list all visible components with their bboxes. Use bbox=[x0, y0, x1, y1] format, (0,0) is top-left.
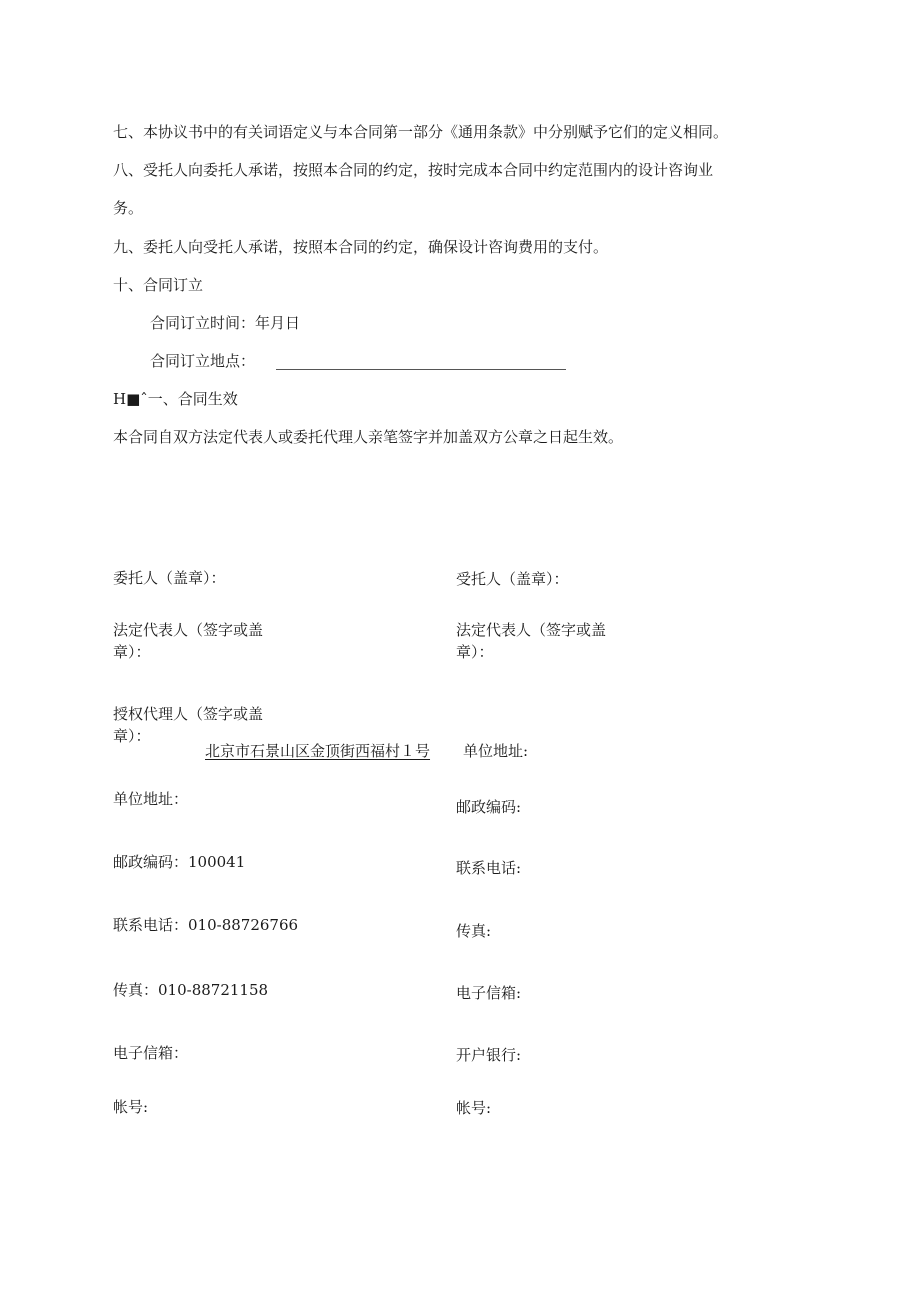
client-address-value: 北京市石景山区金顶街西福村１号 bbox=[205, 742, 431, 760]
contractor-address-label: 单位地址: bbox=[463, 742, 529, 760]
client-agent-line-1: 授权代理人（签字或盖 bbox=[113, 705, 264, 723]
signing-time: 合同订立时间：年月日 bbox=[150, 314, 301, 332]
contractor-bank: 开户银行: bbox=[456, 1046, 522, 1064]
client-fax: 传真：010-88721158 bbox=[113, 981, 269, 999]
clause-10-title: 十、合同订立 bbox=[113, 276, 204, 294]
contractor-legal-rep-line-2: 章）： bbox=[456, 643, 494, 661]
clause-8-line-1: 八、受托人向委托人承诺，按照本合同的约定，按时完成本合同中约定范围内的设计咨询业 bbox=[113, 161, 714, 179]
client-phone: 联系电话：010-88726766 bbox=[113, 916, 299, 934]
contractor-seal-label: 受托人（盖章）： bbox=[456, 570, 569, 588]
client-postcode: 邮政编码：100041 bbox=[113, 853, 246, 871]
signing-place-blank bbox=[276, 369, 566, 370]
contractor-fax: 传真: bbox=[456, 922, 492, 940]
client-seal-label: 委托人（盖章）： bbox=[113, 569, 226, 587]
clause-11-title: H■ˆ一、合同生效 bbox=[113, 390, 238, 408]
signing-place-label: 合同订立地点： bbox=[150, 352, 256, 370]
contractor-legal-rep-line-1: 法定代表人（签字或盖 bbox=[456, 621, 607, 639]
client-address-label: 单位地址： bbox=[113, 790, 189, 808]
clause-7: 七、本协议书中的有关词语定义与本合同第一部分《通用条款》中分别赋予它们的定义相同。 bbox=[113, 123, 729, 141]
contractor-email: 电子信箱: bbox=[456, 984, 522, 1002]
client-legal-rep-line-2: 章）： bbox=[113, 643, 151, 661]
clause-9: 九、委托人向受托人承诺，按照本合同的约定，确保设计咨询费用的支付。 bbox=[113, 238, 609, 256]
client-email: 电子信箱： bbox=[113, 1044, 189, 1062]
contractor-phone: 联系电话: bbox=[456, 859, 522, 877]
contractor-postcode: 邮政编码: bbox=[456, 798, 522, 816]
contractor-account: 帐号: bbox=[456, 1099, 492, 1117]
clause-8-line-2: 务。 bbox=[113, 199, 144, 217]
client-legal-rep-line-1: 法定代表人（签字或盖 bbox=[113, 621, 264, 639]
client-account: 帐号: bbox=[113, 1098, 149, 1116]
client-agent-line-2: 章）： bbox=[113, 727, 151, 745]
clause-11-body: 本合同自双方法定代表人或委托代理人亲笔签字并加盖双方公章之日起生效。 bbox=[113, 428, 624, 446]
